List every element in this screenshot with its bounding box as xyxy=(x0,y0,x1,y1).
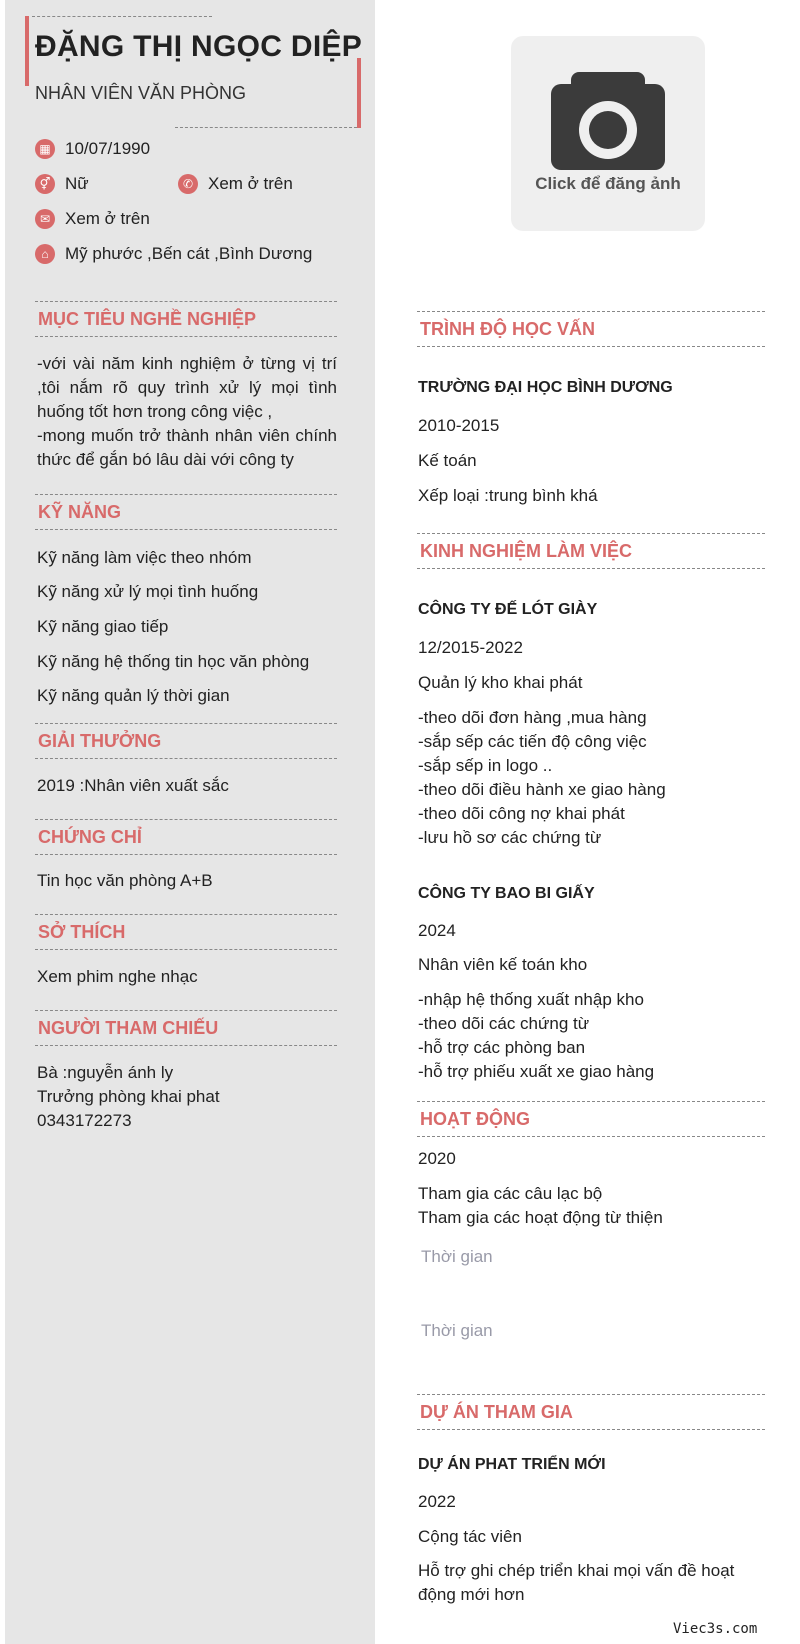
job-duties[interactable] xyxy=(418,988,654,1084)
duty-item: -lưu hồ sơ các chứng từ xyxy=(418,828,602,847)
skill-item[interactable]: Kỹ năng làm việc theo nhóm xyxy=(37,548,252,567)
header-accent-bar-left xyxy=(25,16,29,86)
education-major[interactable]: Kế toán xyxy=(418,451,477,470)
phone-row xyxy=(178,174,293,194)
reference-name: Bà :nguyễn ánh ly xyxy=(37,1063,174,1082)
job-position[interactable]: Nhân viên kế toán kho xyxy=(418,955,588,974)
time-placeholder[interactable]: Thời gian xyxy=(421,1247,493,1266)
skill-item[interactable]: Kỹ năng quản lý thời gian xyxy=(37,686,230,705)
email-value[interactable]: Xem ở trên xyxy=(65,209,150,228)
reference-title: Trưởng phòng khai phat xyxy=(37,1087,220,1106)
section-projects xyxy=(417,1394,765,1430)
section-title: DỰ ÁN THAM GIA xyxy=(420,1401,573,1422)
school-name[interactable]: TRƯỜNG ĐẠI HỌC BÌNH DƯƠNG xyxy=(418,379,673,396)
project-name[interactable]: DỰ ÁN PHAT TRIỂN MỚI xyxy=(418,1456,606,1473)
objective-line-2: -mong muốn trở thành nhân viên chính thức để gắn bó lâu dài với công ty xyxy=(37,426,337,469)
education-period[interactable]: 2010-2015 xyxy=(418,416,500,435)
section-hobbies xyxy=(35,914,337,950)
section-awards xyxy=(35,723,337,759)
watermark: Viec3s.com xyxy=(673,1621,758,1637)
section-activities xyxy=(417,1101,765,1137)
header-divider-bottom xyxy=(175,127,357,128)
header-accent-bar-right xyxy=(357,58,361,128)
section-title: KINH NGHIỆM LÀM VIỆC xyxy=(420,540,633,561)
company-name[interactable]: CÔNG TY ĐẾ LÓT GIÀY xyxy=(418,601,598,618)
duty-item: -hỗ trợ các phòng ban xyxy=(418,1038,586,1057)
skill-item[interactable]: Kỹ năng hệ thống tin học văn phòng xyxy=(37,652,310,671)
project-year[interactable]: 2022 xyxy=(418,1492,456,1511)
section-title: NGƯỜI THAM CHIẾU xyxy=(38,1017,219,1038)
section-objective xyxy=(35,301,337,337)
skill-item[interactable]: Kỹ năng giao tiếp xyxy=(37,617,169,636)
duty-item: -theo dõi điều hành xe giao hàng xyxy=(418,780,666,799)
activity-line: Tham gia các hoạt động từ thiện xyxy=(418,1208,663,1227)
gender-row xyxy=(35,174,89,194)
project-description[interactable]: Hỗ trợ ghi chép triển khai mọi vấn đề hoạt động mới hơn xyxy=(418,1561,735,1604)
activity-year[interactable]: 2020 xyxy=(418,1149,456,1168)
photo-upload[interactable] xyxy=(511,36,705,231)
camera-icon xyxy=(551,72,665,170)
education-grade[interactable]: Xếp loại :trung bình khá xyxy=(418,486,598,505)
photo-upload-label: Click để đăng ảnh xyxy=(535,174,681,193)
award-item[interactable]: 2019 :Nhân viên xuất sắc xyxy=(37,776,229,795)
job-position[interactable]: Quản lý kho khai phát xyxy=(418,673,583,692)
section-title: KỸ NĂNG xyxy=(38,501,122,522)
address-value[interactable]: Mỹ phước ,Bến cát ,Bình Dương xyxy=(65,244,313,263)
activity-description[interactable] xyxy=(418,1182,663,1230)
calendar-icon: ▦ xyxy=(35,139,55,159)
activity-line: Tham gia các câu lạc bộ xyxy=(418,1184,603,1203)
hobby-item[interactable]: Xem phim nghe nhạc xyxy=(37,967,198,986)
birthday-value[interactable]: 10/07/1990 xyxy=(65,139,151,158)
duty-item: -nhập hệ thống xuất nhập kho xyxy=(418,990,644,1009)
objective-text[interactable] xyxy=(37,352,337,472)
job-title[interactable]: NHÂN VIÊN VĂN PHÒNG xyxy=(35,83,247,103)
job-period[interactable]: 2024 xyxy=(418,921,456,940)
section-skills xyxy=(35,494,337,530)
section-title: SỞ THÍCH xyxy=(38,921,126,942)
section-education xyxy=(417,311,765,347)
project-role[interactable]: Cộng tác viên xyxy=(418,1527,522,1546)
certificate-item[interactable]: Tin học văn phòng A+B xyxy=(37,871,213,890)
section-title: GIẢI THƯỞNG xyxy=(38,730,162,751)
email-row xyxy=(35,209,150,229)
section-title: HOẠT ĐỘNG xyxy=(420,1108,530,1129)
duty-item: -hỗ trợ phiếu xuất xe giao hàng xyxy=(418,1062,655,1081)
envelope-icon: ✉ xyxy=(35,209,55,229)
section-title: TRÌNH ĐỘ HỌC VẤN xyxy=(420,318,595,339)
home-icon: ⌂ xyxy=(35,244,55,264)
duty-item: -theo dõi đơn hàng ,mua hàng xyxy=(418,708,647,727)
skill-item[interactable]: Kỹ năng xử lý mọi tình huống xyxy=(37,582,259,601)
job-duties[interactable] xyxy=(418,706,666,850)
gender-value[interactable]: Nữ xyxy=(65,174,89,193)
duty-item: -sắp sếp in logo .. xyxy=(418,756,553,775)
company-name[interactable]: CÔNG TY BAO BI GIẤY xyxy=(418,885,595,902)
reference-phone: 0343172273 xyxy=(37,1111,132,1130)
section-references xyxy=(35,1010,337,1046)
references-text[interactable] xyxy=(37,1061,220,1133)
address-row xyxy=(35,244,312,264)
objective-line-1: -với vài năm kinh nghiệm ở từng vị trí ,tôi nắm rõ quy trình xử lý mọi tình huống tốt hơn trong công việc , xyxy=(37,354,337,421)
candidate-name[interactable]: ĐẶNG THỊ NGỌC DIỆP xyxy=(35,30,363,63)
section-title: MỤC TIÊU NGHỀ NGHIỆP xyxy=(38,308,257,329)
duty-item: -theo dõi các chứng từ xyxy=(418,1014,590,1033)
phone-value[interactable]: Xem ở trên xyxy=(208,174,293,193)
birthday-row xyxy=(35,139,150,159)
duty-item: -sắp sếp các tiến độ công việc xyxy=(418,732,647,751)
time-placeholder[interactable]: Thời gian xyxy=(421,1321,493,1340)
job-period[interactable]: 12/2015-2022 xyxy=(418,638,523,657)
header-divider-top xyxy=(32,16,212,17)
phone-icon: ✆ xyxy=(178,174,198,194)
duty-item: -theo dõi công nợ khai phát xyxy=(418,804,625,823)
section-experience xyxy=(417,533,765,569)
gender-icon: ⚥ xyxy=(35,174,55,194)
section-certificates xyxy=(35,819,337,855)
section-title: CHỨNG CHỈ xyxy=(38,826,142,847)
